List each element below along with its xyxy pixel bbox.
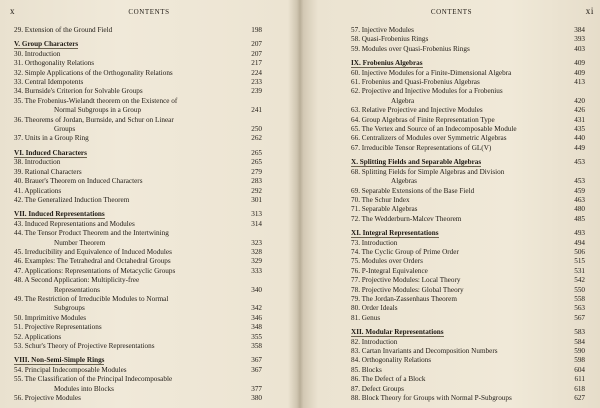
toc-entry-row (351, 134, 585, 143)
toc-chapter-row (351, 229, 585, 238)
title-text: 33. Central Idempotents (14, 78, 84, 87)
page-ref: 301 (251, 195, 262, 204)
title-text: 68. Splitting Fields for Simple Algebras and Division (351, 167, 505, 176)
toc-entry-row (351, 314, 585, 323)
section-title (14, 276, 262, 295)
section-title (351, 78, 585, 87)
toc-entry-row (14, 248, 262, 257)
section-title (351, 69, 585, 78)
title-text: 86. The Defect of a Block (351, 375, 426, 384)
toc-entry-row (14, 257, 262, 266)
page-ref: 440 (574, 134, 585, 143)
section-title (351, 125, 585, 134)
toc-chapter-row (14, 40, 262, 49)
section-title (351, 286, 585, 295)
toc-entry-row (351, 276, 585, 285)
toc-chapter-row (14, 210, 262, 219)
page-ref: 493 (574, 229, 585, 238)
section-title (351, 267, 585, 276)
left-page (0, 0, 298, 408)
chapter-title (351, 229, 585, 238)
page-ref: 563 (574, 304, 585, 313)
page-number: x (10, 6, 16, 16)
toc-entry-row (14, 26, 262, 35)
title-text: 66. Centralizers of Modules over Symmetric Algebras (351, 134, 507, 143)
page-ref: 323 (251, 238, 262, 247)
title-text: 47. Applications: Representations of Metacyclic Groups (14, 266, 176, 275)
title-continuation: Normal Subgroups in a Group (54, 106, 142, 115)
running-head: CONTENTS (430, 8, 473, 16)
toc-entry-row (351, 248, 585, 257)
section-title (14, 69, 262, 78)
section-title (351, 87, 585, 106)
toc-entry-row (351, 144, 585, 153)
title-text: 50. Imprimitive Modules (14, 313, 87, 322)
title-text: VI. Induced Characters (14, 148, 87, 157)
title-text: 76. P-Integral Equivalence (351, 266, 428, 275)
title-continuation: Representations (54, 285, 100, 294)
toc-chapter-row (351, 59, 585, 68)
section-title (14, 59, 262, 68)
chapter-title (351, 59, 585, 68)
page-ref: 224 (251, 68, 262, 77)
title-text: 64. Group Algebras of Finite Representation Type (351, 115, 495, 124)
section-title (14, 248, 262, 257)
page-ref: 463 (574, 195, 585, 204)
page-number: xi (585, 6, 594, 16)
section-title (351, 239, 585, 248)
toc-entry-row (351, 394, 585, 403)
toc-entry-row (14, 187, 262, 196)
toc-entry-row (351, 375, 585, 384)
toc-entry-row (14, 134, 262, 143)
title-text: 31. Orthogonality Relations (14, 59, 95, 68)
page-ref: 262 (251, 134, 262, 143)
chapter-title (14, 149, 262, 158)
toc-list-right (351, 26, 585, 403)
toc-entry-row (351, 35, 585, 44)
toc-entry-row (14, 295, 262, 314)
title-text: 51. Projective Representations (14, 323, 102, 332)
section-title (14, 257, 262, 266)
toc-chapter-row (351, 158, 585, 167)
page-ref: 435 (574, 125, 585, 134)
toc-entry-row (351, 45, 585, 54)
title-text: IX. Frobenius Algebras (351, 59, 423, 68)
page-ref: 239 (251, 87, 262, 96)
toc-entry-row (351, 385, 585, 394)
right-page (303, 0, 600, 408)
page-ref: 314 (251, 219, 262, 228)
page-ref: 265 (251, 158, 262, 167)
right-page-header (303, 6, 600, 18)
title-text: 48. A Second Application: Multiplicity-free (14, 276, 140, 285)
title-text: 81. Genus (351, 313, 381, 322)
title-text: 38. Introduction (14, 158, 61, 167)
section-title (351, 347, 585, 356)
toc-entry-row (351, 168, 585, 187)
section-title (14, 196, 262, 205)
title-text: 79. The Jordan-Zassenhaus Theorem (351, 294, 457, 303)
title-continuation: Groups (54, 125, 76, 134)
section-title (351, 106, 585, 115)
title-text: 49. The Restriction of Irreducible Modules to Normal (14, 294, 169, 303)
toc-entry-row (14, 220, 262, 229)
toc-entry-row (351, 196, 585, 205)
page-ref: 233 (251, 78, 262, 87)
section-title (14, 187, 262, 196)
page-ref: 346 (251, 313, 262, 322)
page-ref: 431 (574, 115, 585, 124)
toc-entry-row (14, 342, 262, 351)
section-title (14, 333, 262, 342)
section-title (14, 267, 262, 276)
toc-chapter-row (351, 328, 585, 337)
section-title (14, 134, 262, 143)
page-ref: 313 (251, 210, 262, 219)
toc-entry-row (351, 356, 585, 365)
toc-entry-row (14, 116, 262, 135)
page-ref: 506 (574, 247, 585, 256)
toc-entry-row (351, 347, 585, 356)
title-text: VIII. Non-Semi-Simple Rings (14, 356, 105, 365)
section-title (351, 35, 585, 44)
title-text: 78. Projective Modules: Global Theory (351, 285, 464, 294)
page-ref: 355 (251, 332, 262, 341)
page-ref: 409 (574, 59, 585, 68)
title-text: 74. The Cyclic Group of Prime Order (351, 247, 459, 256)
toc-entry-row (351, 215, 585, 224)
running-head: CONTENTS (128, 8, 170, 16)
section-title (351, 187, 585, 196)
title-text: 40. Brauer's Theorem on Induced Characters (14, 177, 143, 186)
title-text: VII. Induced Representations (14, 210, 105, 219)
title-text: 32. Simple Applications of the Orthogonality Relations (14, 68, 173, 77)
page-ref: 618 (574, 384, 585, 393)
title-text: 59. Modules over Quasi-Frobenius Rings (351, 44, 470, 53)
section-title (351, 304, 585, 313)
page-ref: 567 (574, 313, 585, 322)
page-ref: 403 (574, 44, 585, 53)
toc-entry-row (351, 87, 585, 106)
chapter-title (14, 40, 262, 49)
toc-entry-row (14, 177, 262, 186)
toc-entry-row (14, 366, 262, 375)
toc-entry-row (351, 125, 585, 134)
page-ref: 453 (574, 177, 585, 186)
section-title (351, 205, 585, 214)
page-ref: 207 (251, 40, 262, 49)
title-text: 58. Quasi-Frobenius Rings (351, 35, 429, 44)
title-text: V. Group Characters (14, 40, 79, 49)
title-text: 45. Irreducibility and Equivalence of Induced Modules (14, 247, 172, 256)
page-ref: 198 (251, 26, 262, 34)
page-ref: 515 (574, 257, 585, 266)
toc-entry-row (351, 295, 585, 304)
page-ref: 611 (574, 375, 585, 384)
page-ref: 584 (574, 337, 585, 346)
section-title (351, 116, 585, 125)
page-ref: 348 (251, 323, 262, 332)
title-text: 34. Burnside's Criterion for Solvable Groups (14, 87, 143, 96)
toc-entry-row (351, 366, 585, 375)
page-ref: 342 (251, 304, 262, 313)
left-page-header (0, 6, 298, 18)
title-text: 83. Cartan Invariants and Decomposition Numbers (351, 347, 498, 355)
page-ref: 384 (574, 26, 585, 34)
title-text: 57. Injective Modules (351, 26, 414, 34)
toc-entry-row (14, 276, 262, 295)
toc-entry-row (14, 394, 262, 403)
section-title (351, 276, 585, 285)
toc-entry-row (14, 375, 262, 394)
title-text: XII. Modular Representations (351, 328, 444, 337)
toc-entry-row (14, 196, 262, 205)
toc-entry-row (351, 257, 585, 266)
page-ref: 420 (574, 96, 585, 105)
section-title (351, 45, 585, 54)
page-ref: 340 (251, 285, 262, 294)
title-text: 56. Projective Modules (14, 394, 81, 403)
toc-entry-row (351, 116, 585, 125)
title-text: 36. Theorems of Jordan, Burnside, and Schur on Linear (14, 115, 174, 124)
section-title (14, 323, 262, 332)
title-text: 73. Introduction (351, 238, 398, 247)
toc-entry-row (351, 26, 585, 35)
toc-entry-row (14, 50, 262, 59)
page-ref: 265 (251, 148, 262, 157)
page-ref: 393 (574, 35, 585, 44)
toc-chapter-row (14, 149, 262, 158)
page-ref: 604 (574, 365, 585, 374)
page-ref: 542 (574, 276, 585, 285)
page-ref: 329 (251, 257, 262, 266)
page-ref: 627 (574, 394, 585, 403)
page-ref: 480 (574, 205, 585, 214)
section-title (14, 26, 262, 35)
title-text: 71. Separable Algebras (351, 205, 418, 214)
section-title (351, 385, 585, 394)
title-continuation: Algebras (391, 177, 417, 186)
section-title (14, 158, 262, 167)
toc-entry-row (14, 59, 262, 68)
toc-entry-row (351, 338, 585, 347)
section-title (351, 196, 585, 205)
title-text: 43. Induced Representations and Modules (14, 219, 135, 228)
section-title (14, 177, 262, 186)
toc-entry-row (14, 333, 262, 342)
section-title (14, 229, 262, 248)
toc-entry-row (351, 187, 585, 196)
section-title (351, 144, 585, 153)
toc-entry-row (351, 286, 585, 295)
toc-entry-row (351, 239, 585, 248)
chapter-title (14, 356, 262, 365)
title-text: 39. Rational Characters (14, 167, 82, 176)
section-title (351, 248, 585, 257)
title-text: X. Splitting Fields and Separable Algebras (351, 158, 482, 167)
page-ref: 207 (251, 49, 262, 58)
toc-entry-row (351, 205, 585, 214)
title-text: 85. Blocks (351, 365, 382, 374)
section-title (351, 394, 585, 403)
toc-entry-row (351, 106, 585, 115)
toc-entry-row (14, 168, 262, 177)
toc-entry-row (14, 158, 262, 167)
toc-entry-row (14, 69, 262, 78)
section-title (351, 366, 585, 375)
chapter-title (351, 158, 585, 167)
title-text: 30. Introduction (14, 49, 61, 58)
page-ref: 333 (251, 266, 262, 275)
title-continuation: Subgroups (54, 304, 85, 313)
page-ref: 426 (574, 106, 585, 115)
toc-entry-row (14, 267, 262, 276)
toc-entry-row (14, 314, 262, 323)
toc-entry-row (14, 78, 262, 87)
section-title (351, 26, 585, 35)
title-text: 60. Injective Modules for a Finite-Dimensional Algebra (351, 68, 512, 77)
page-ref: 328 (251, 247, 262, 256)
title-text: 54. Principal Indecomposable Modules (14, 365, 127, 374)
section-title (14, 314, 262, 323)
title-continuation: Number Theorem (54, 238, 106, 247)
page-ref: 367 (251, 365, 262, 374)
title-continuation: Modules into Blocks (54, 384, 114, 393)
page-ref: 358 (251, 342, 262, 350)
chapter-title (351, 328, 585, 337)
title-text: 65. The Vertex and Source of an Indecomposable Module (351, 125, 517, 134)
section-title (14, 116, 262, 135)
section-title (14, 78, 262, 87)
title-text: 88. Block Theory for Groups with Normal P-Subgroups (351, 394, 512, 403)
section-title (351, 295, 585, 304)
section-title (351, 375, 585, 384)
title-text: 55. The Classification of the Principal Indecomposable (14, 375, 173, 384)
page-ref: 459 (574, 186, 585, 195)
title-text: 75. Modules over Orders (351, 257, 423, 266)
chapter-title (14, 210, 262, 219)
page-ref: 380 (251, 394, 262, 403)
page-ref: 583 (574, 328, 585, 337)
section-title (351, 338, 585, 347)
page-ref: 217 (251, 59, 262, 68)
section-title (351, 314, 585, 323)
page-ref: 250 (251, 125, 262, 134)
title-text: 82. Introduction (351, 337, 398, 346)
toc-entry-row (351, 78, 585, 87)
title-text: 87. Defect Groups (351, 384, 404, 393)
page-ref: 241 (251, 106, 262, 115)
page-ref: 292 (251, 186, 262, 195)
title-text: 69. Separable Extensions of the Base Field (351, 186, 475, 195)
page-ref: 531 (574, 266, 585, 275)
toc-entry-row (14, 323, 262, 332)
toc-chapter-row (14, 356, 262, 365)
section-title (14, 50, 262, 59)
title-text: 29. Extension of the Ground Field (14, 26, 113, 34)
page-ref: 598 (574, 356, 585, 365)
page-ref: 550 (574, 285, 585, 294)
title-text: 42. The Generalized Induction Theorem (14, 195, 130, 204)
section-title (351, 134, 585, 143)
title-text: 52. Applications (14, 332, 62, 341)
section-title (14, 366, 262, 375)
page-ref: 449 (574, 143, 585, 152)
title-text: 84. Orthogonality Relations (351, 356, 432, 365)
section-title (14, 97, 262, 116)
title-text: 44. The Tensor Product Theorem and the Intertwining (14, 229, 169, 238)
title-text: 46. Examples: The Tetrahedral and Octahedral Groups (14, 257, 171, 266)
section-title (351, 215, 585, 224)
page-ref: 413 (574, 78, 585, 87)
page-ref: 283 (251, 177, 262, 186)
section-title (14, 295, 262, 314)
toc-entry-row (351, 267, 585, 276)
page-ref: 367 (251, 356, 262, 365)
section-title (351, 257, 585, 266)
title-text: 35. The Frobenius-Wielandt theorem on the Existence of (14, 96, 178, 105)
page-ref: 590 (574, 347, 585, 355)
title-text: 77. Projective Modules: Local Theory (351, 276, 461, 285)
section-title (351, 168, 585, 187)
title-text: 70. The Schur Index (351, 195, 410, 204)
page-ref: 558 (574, 294, 585, 303)
section-title (14, 342, 262, 351)
toc-entry-row (351, 69, 585, 78)
section-title (14, 375, 262, 394)
title-text: 53. Schur's Theory of Projective Representations (14, 342, 155, 350)
title-text: 37. Units in a Group Ring (14, 134, 89, 143)
section-title (14, 168, 262, 177)
toc-entry-row (351, 304, 585, 313)
page-ref: 279 (251, 167, 262, 176)
toc-entry-row (14, 97, 262, 116)
section-title (14, 87, 262, 96)
title-text: 61. Frobenius and Quasi-Frobenius Algebras (351, 78, 480, 87)
section-title (351, 356, 585, 365)
title-continuation: Algebra (391, 96, 415, 105)
toc-entry-row (14, 229, 262, 248)
page-ref: 494 (574, 238, 585, 247)
page-ref: 377 (251, 384, 262, 393)
title-text: 62. Projective and Injective Modules for a Frobenius (351, 87, 503, 96)
page-ref: 453 (574, 158, 585, 167)
page-ref: 485 (574, 214, 585, 223)
title-text: 80. Order Ideals (351, 304, 398, 313)
toc-entry-row (14, 87, 262, 96)
toc-list-left (14, 26, 262, 403)
section-title (14, 220, 262, 229)
title-text: 63. Relative Projective and Injective Modules (351, 106, 483, 115)
title-text: 72. The Wedderburn-Malcev Theorem (351, 214, 462, 223)
section-title (14, 394, 262, 403)
title-text: 67. Irreducible Tensor Representations of GL(V) (351, 143, 492, 152)
title-text: 41. Applications (14, 186, 62, 195)
title-text: XI. Integral Representations (351, 229, 439, 238)
page-ref: 409 (574, 68, 585, 77)
